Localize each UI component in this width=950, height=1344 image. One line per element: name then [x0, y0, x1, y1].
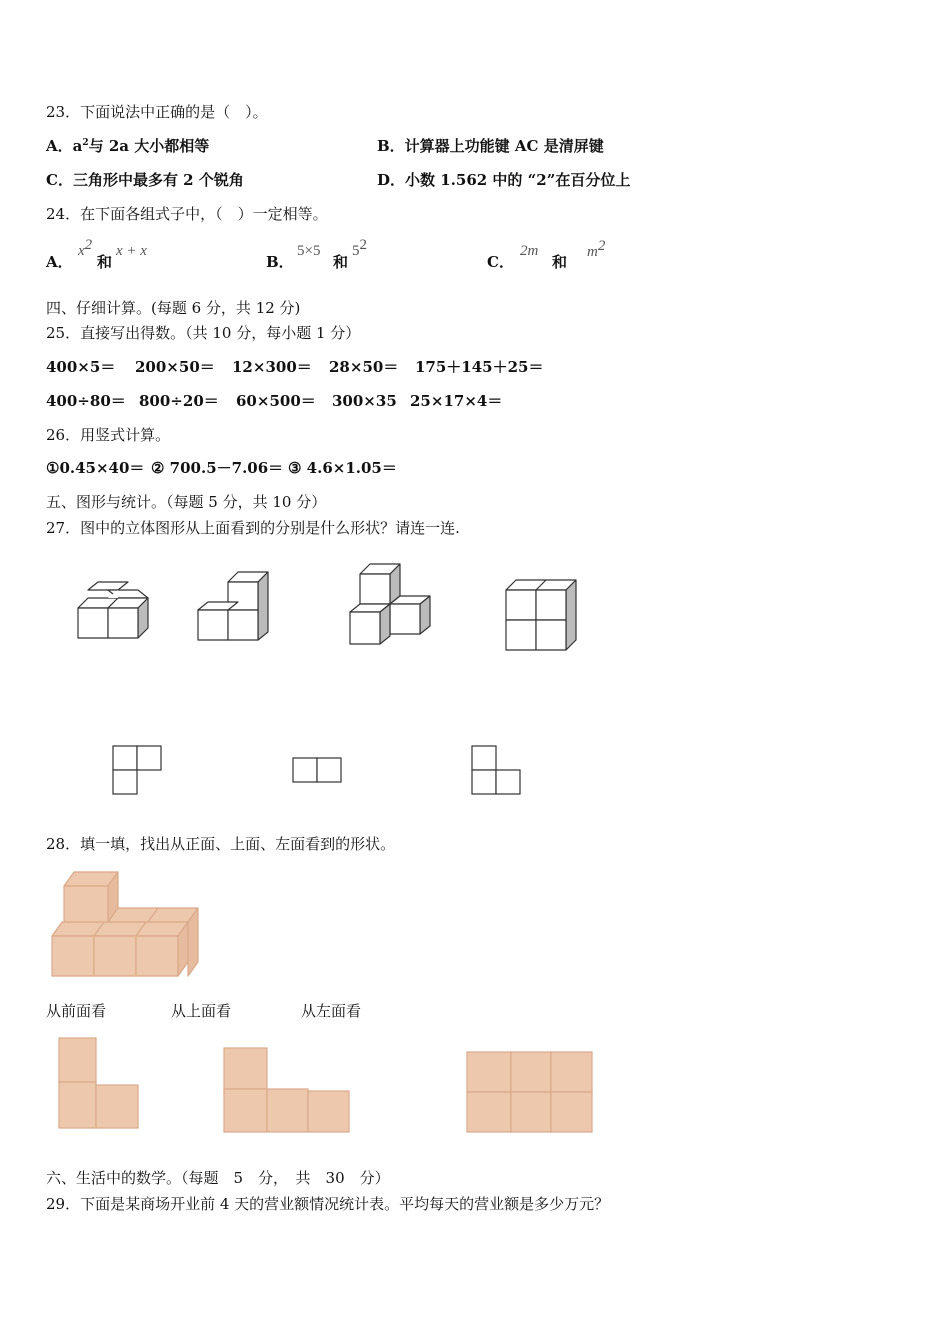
q26-item-2: ② 700.5－7.06＝ — [151, 459, 284, 477]
q24-b-expr1: 5×5 — [297, 243, 321, 259]
q27-solid-2 — [198, 572, 268, 640]
q23-option-d: D．小数 1.562 中的 “2”在百分位上 — [377, 171, 631, 189]
q24-c-expr2-base: m — [587, 244, 598, 260]
q24-option-a-label: A． — [46, 253, 73, 271]
q27-view-3 — [472, 746, 520, 794]
q25-r2-5: 25×17×4＝ — [410, 392, 503, 410]
q24-b-expr2 — [352, 237, 367, 261]
q27-solids — [60, 560, 620, 660]
q27-solid-4 — [506, 580, 576, 650]
q24-a-expr2: x + x — [116, 243, 147, 259]
q29-stem: 29．下面是某商场开业前 4 天的营业额情况统计表。平均每天的营业额是多少万元？ — [46, 1195, 610, 1213]
q28-view-1 — [59, 1038, 138, 1128]
q24-stem: 24．在下面各组式子中，（ ）一定相等。 — [46, 205, 328, 223]
q26-item-3: ③ 4.6×1.05＝ — [288, 459, 397, 477]
q23-option-a-base: a — [72, 137, 83, 155]
q28-views — [50, 1032, 610, 1138]
q24-c-and: 和 — [552, 253, 568, 271]
q24-option-b-label: B． — [266, 253, 294, 271]
q27-solid-3 — [350, 564, 430, 644]
q25-r2-3: 60×500＝ — [236, 392, 316, 410]
q24-b-expr2-base: 5 — [352, 243, 360, 259]
q23-option-a-exp: 2 — [82, 138, 89, 148]
q25-r2-2: 800÷20＝ — [139, 392, 219, 410]
q27-view-1 — [113, 746, 161, 794]
q23-option-a — [46, 136, 209, 156]
q27-view-2 — [293, 758, 341, 782]
q24-a-expr1-base: x — [78, 243, 85, 259]
q25-r1-1: 400×5＝ — [46, 358, 116, 376]
q24-c-expr2-exp: 2 — [597, 238, 606, 254]
q25-r1-5: 175＋145＋25＝ — [415, 358, 544, 376]
q23-option-a-rest: 与 2a 大小都相等 — [88, 137, 210, 155]
q27-stem: 27．图中的立体图形从上面看到的分别是什么形状？请连一连. — [46, 519, 460, 537]
q27-solid-1 — [78, 582, 148, 638]
q28-solid — [48, 868, 208, 980]
q25-r1-4: 28×50＝ — [329, 358, 399, 376]
q28-stem: 28．填一填，找出从正面、上面、左面看到的形状。 — [46, 835, 396, 853]
section4-title: 四、仔细计算。(每题 6 分，共 12 分) — [46, 299, 301, 317]
q28-label-left: 从左面看 — [301, 1002, 362, 1020]
q26-item-1: ①0.45×40＝ — [46, 459, 145, 477]
q26-stem: 26．用竖式计算。 — [46, 426, 171, 444]
q24-a-and: 和 — [97, 253, 113, 271]
q24-option-a — [78, 237, 93, 261]
q24-option-c-label: C． — [487, 253, 514, 271]
q28-view-2 — [224, 1048, 349, 1132]
q24-a-expr1-exp: 2 — [84, 237, 93, 253]
q24-c-expr2 — [587, 238, 606, 262]
q25-r2-4: 300×35 — [332, 392, 397, 410]
q25-r1-3: 12×300＝ — [232, 358, 312, 376]
section6-title: 六、生活中的数学。（每题 5 分， 共 30 分） — [46, 1169, 390, 1187]
q27-top-views — [100, 740, 540, 800]
q24-c-expr1: 2m — [520, 243, 539, 259]
q25-stem: 25．直接写出得数。（共 10 分，每小题 1 分） — [46, 324, 361, 342]
q28-label-top: 从上面看 — [171, 1002, 232, 1020]
q28-label-front: 从前面看 — [46, 1002, 107, 1020]
q25-r2-1: 400÷80＝ — [46, 392, 126, 410]
q24-b-expr2-exp: 2 — [359, 237, 367, 253]
section5-title: 五、图形与统计。（每题 5 分，共 10 分） — [46, 493, 327, 511]
q23-option-b: B．计算器上功能键 AC 是清屏键 — [377, 137, 604, 155]
q25-r1-2: 200×50＝ — [135, 358, 215, 376]
q23-option-a-label: A． — [46, 137, 73, 155]
q24-b-and: 和 — [333, 253, 349, 271]
q23-stem: 23．下面说法中正确的是（ ）。 — [46, 103, 268, 121]
q23-option-c: C．三角形中最多有 2 个锐角 — [46, 171, 244, 189]
q28-view-3 — [467, 1052, 592, 1132]
